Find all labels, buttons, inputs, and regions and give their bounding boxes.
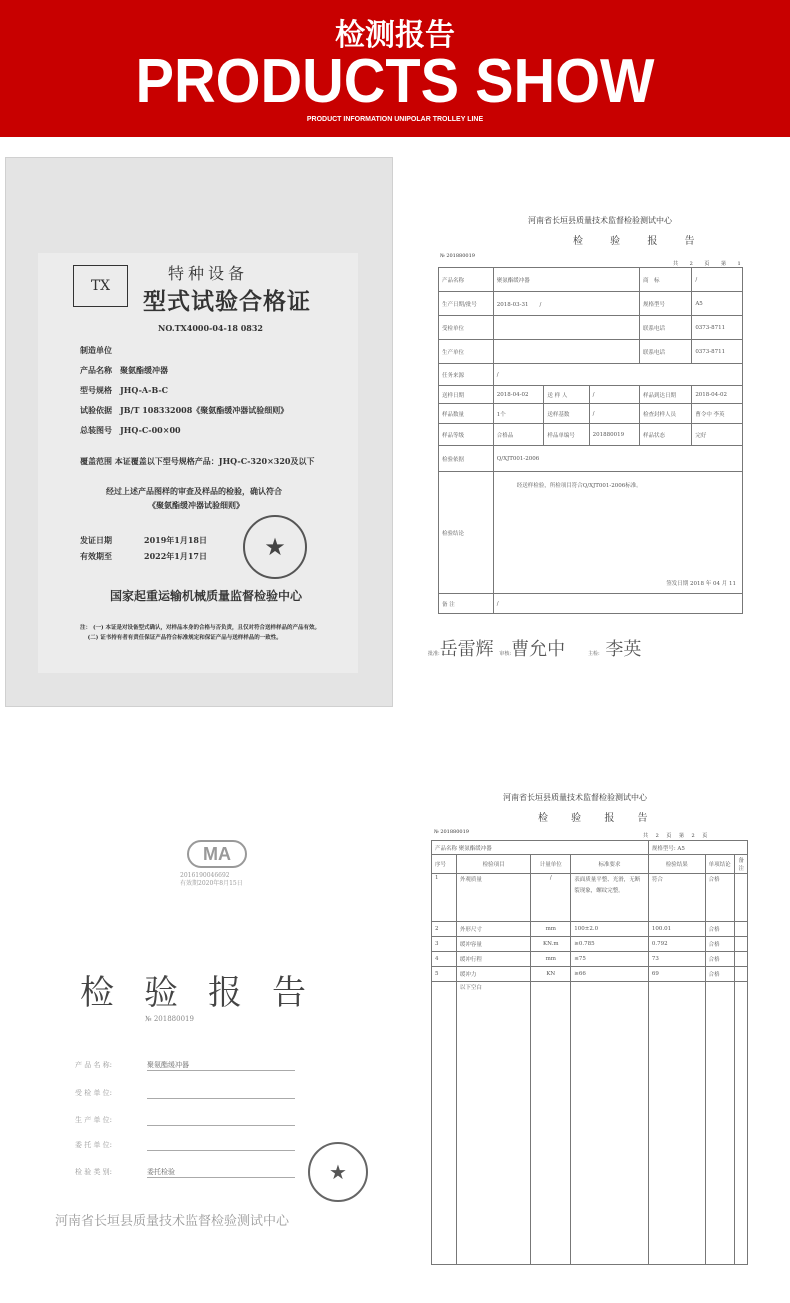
cell: 商 标: [639, 268, 691, 292]
signature: 曹允中: [511, 639, 566, 660]
cell: ≤75: [571, 952, 649, 967]
cell: 符合: [648, 874, 705, 922]
cell: 送样基数: [544, 404, 589, 424]
report-number: № 201880019: [434, 829, 469, 835]
main-label: 主检:: [588, 651, 600, 657]
inspection-report-page-2: [428, 785, 790, 1265]
cell: 样品状态: [639, 424, 691, 446]
cell: [735, 874, 748, 922]
cell: 外形尺寸: [456, 922, 530, 937]
cell: 69: [648, 967, 705, 982]
field-label: 制造单位: [80, 345, 112, 355]
cell: 样品等级: [439, 424, 494, 446]
cell: 2018-03-31 /: [493, 292, 639, 316]
type-test-certificate: [5, 157, 393, 707]
column-header: 序号: [432, 855, 457, 874]
cell: [735, 967, 748, 982]
column-header: 检验结果: [648, 855, 705, 874]
report-org: 河南省长垣县质量技术监督检验测试中心: [528, 216, 672, 225]
cell: [493, 316, 639, 340]
cell: 0.792: [648, 937, 705, 952]
cell: 生产单位: [439, 340, 494, 364]
issue-date: 2019年1月18日: [144, 535, 207, 545]
cell: [493, 340, 639, 364]
cell: /: [531, 874, 571, 922]
cert-title-small: 特种设备: [168, 264, 249, 283]
official-seal: ★: [308, 1142, 368, 1202]
note: (一) 本证是对设备型式确认，对样品本身的合格与否负责，且仅对符合送样样品的产品有效。: [92, 625, 321, 631]
cell: 检验依据: [439, 446, 494, 472]
cell: 样品单编号: [544, 424, 589, 446]
cell: 送 样 人: [544, 386, 589, 404]
statement: 经过上述产品图样的审查及样品的检验，确认符合: [106, 486, 282, 496]
cell: 2018-04-02: [692, 386, 743, 404]
cell: 备 注: [439, 594, 494, 614]
cell: /: [493, 364, 742, 386]
field-value: [147, 1115, 295, 1126]
cell: 0373-8711: [692, 340, 743, 364]
signature: 李英: [605, 639, 642, 660]
field-label: 产 品 名 称:: [75, 1061, 113, 1069]
cell: 5: [432, 967, 457, 982]
cell: /: [589, 386, 639, 404]
cell: /: [589, 404, 639, 424]
cell: 缓冲力: [456, 967, 530, 982]
cell: mm: [531, 922, 571, 937]
tx-badge: TX: [73, 265, 128, 307]
cell: 任务来源: [439, 364, 494, 386]
cell: 表面质量平整、光滑，无断裂现象，螺纹完整。: [571, 874, 649, 922]
page-header: [0, 0, 790, 137]
valid-date: 2022年1月17日: [144, 551, 207, 561]
field-value: JHQ-A-B-C: [120, 385, 169, 395]
cell: Q/XJT001-2006: [493, 446, 742, 472]
valid-label: 有效期至: [80, 551, 112, 561]
signatures: [428, 635, 641, 661]
cell: 样品数量: [439, 404, 494, 424]
table-row: [432, 874, 748, 922]
cell: 合格: [705, 874, 735, 922]
cell: 0373-8711: [692, 316, 743, 340]
cell: ≥0.785: [571, 937, 649, 952]
inspection-report-cover: [40, 820, 380, 1240]
report-title: 检 验 报 告: [538, 813, 658, 824]
cell: 聚氨酯缓冲器: [493, 268, 639, 292]
table-row: [432, 967, 748, 982]
issue-label: 发证日期: [80, 535, 112, 545]
cell: 检验结论: [439, 472, 494, 594]
report-title: 检 验 报 告: [573, 236, 707, 247]
cell: 联系电话: [639, 316, 691, 340]
cell: 送样日期: [439, 386, 494, 404]
field-value: JB/T 108332008《聚氨酯缓冲器试验细则》: [120, 405, 289, 415]
field-label: 受 检 单 位:: [75, 1089, 113, 1097]
field-label: 委 托 单 位:: [75, 1141, 113, 1149]
cell: 合格: [705, 952, 735, 967]
cell: 1: [432, 874, 457, 922]
cell: 外观质量: [456, 874, 530, 922]
report-org: 河南省长垣县质量技术监督检验测试中心: [503, 793, 647, 802]
product-name: 聚氨酯缓冲器: [458, 845, 492, 852]
cell: A5: [692, 292, 743, 316]
column-header: 标准要求: [571, 855, 649, 874]
cert-number: NO.TX4000-04-18 0832: [158, 323, 263, 333]
page-count: 共 2 页 第 1: [673, 261, 746, 267]
table-row: [432, 922, 748, 937]
cell: 73: [648, 952, 705, 967]
cell: [735, 922, 748, 937]
note-label: 注：: [80, 625, 92, 631]
cell: [735, 937, 748, 952]
signature: 岳雷辉: [439, 639, 494, 660]
cell: 样品到达日期: [639, 386, 691, 404]
column-header: 检验项目: [456, 855, 530, 874]
cell: 产品名称: [439, 268, 494, 292]
cell: 缓冲行程: [456, 952, 530, 967]
table-row: [432, 982, 748, 1265]
cell: 3: [432, 937, 457, 952]
cell: 合格品: [493, 424, 544, 446]
cover-title: 检验报告: [80, 973, 336, 1013]
page-count: 共 2 页 第 2 页: [643, 833, 711, 839]
cover-number: № 201880019: [145, 1015, 194, 1023]
approve-label: 批准:: [428, 651, 440, 657]
table-row: [432, 952, 748, 967]
table-row: [432, 937, 748, 952]
note: (二) 证书持有者有责任保证产品符合标准规定和保证产品与送样样品的一致性。: [87, 635, 282, 641]
field-label: 总装图号: [80, 425, 112, 435]
cell: 生产日期/批号: [439, 292, 494, 316]
spec: 规格型号: A5: [648, 841, 747, 855]
report-table: [438, 267, 743, 614]
statement: 《聚氨酯缓冲器试验细则》: [148, 500, 244, 510]
field-label: 试验依据: [80, 405, 112, 415]
header-title-en: PRODUCTS SHOW: [135, 47, 655, 116]
cell: 100±2.0: [571, 922, 649, 937]
cell: 201880019: [589, 424, 639, 446]
issuing-org: 国家起重运输机械质量监督检验中心: [110, 589, 303, 603]
cell: [735, 952, 748, 967]
cell: mm: [531, 952, 571, 967]
cover-org: 河南省长垣县质量技术监督检验测试中心: [55, 1214, 290, 1229]
field-value: JHQ-C-00×00: [120, 425, 181, 435]
cma-mark: MA: [187, 840, 247, 868]
blank-note: 以下空白: [456, 982, 530, 1265]
cell: 曹令中 李英: [692, 404, 743, 424]
product-label: 产品名称: [435, 845, 458, 852]
cell: 1个: [493, 404, 544, 424]
cell: 缓冲容量: [456, 937, 530, 952]
column-header: 备注: [735, 855, 748, 874]
cell: 2018-04-02: [493, 386, 544, 404]
cell: KN.m: [531, 937, 571, 952]
cell: 检查封样人员: [639, 404, 691, 424]
cell: 受检单位: [439, 316, 494, 340]
cell: 2: [432, 922, 457, 937]
conclusion-text: 经送样检验，所检项目符合Q/XJT001-2006标准。: [516, 483, 642, 489]
field-value: 委托检验: [147, 1167, 295, 1178]
review-label: 审核:: [499, 651, 512, 657]
cell: /: [493, 594, 742, 614]
column-header: 计量单位: [531, 855, 571, 874]
cell: 100.01: [648, 922, 705, 937]
cell: 联系电话: [639, 340, 691, 364]
field-value: 聚氨酯缓冲器: [120, 365, 168, 375]
field-label: 检 验 类 别:: [75, 1168, 113, 1176]
cell: 合格: [705, 967, 735, 982]
field-value: [147, 1088, 295, 1099]
field-value: 聚氨酯缓冲器: [147, 1060, 295, 1071]
cell: 合格: [705, 937, 735, 952]
ma-number: 2016190046692: [180, 872, 230, 879]
cell: 完好: [692, 424, 743, 446]
cert-title-large: 型式试验合格证: [143, 288, 311, 315]
ma-valid: 有效期2020年8月15日: [180, 880, 243, 887]
official-seal: ★: [243, 515, 307, 579]
cell: /: [692, 268, 743, 292]
cell: 4: [432, 952, 457, 967]
coverage: 覆盖范围 本证覆盖以下型号规格产品：JHQ-C-320×320及以下: [80, 456, 315, 466]
results-table: [431, 840, 748, 1265]
cell: 合格: [705, 922, 735, 937]
header-title-cn: 检测报告: [335, 18, 455, 53]
report-number: № 201880019: [440, 253, 475, 259]
field-value: [147, 1140, 295, 1151]
cell: 规格型号: [639, 292, 691, 316]
issue-date: 签发日期 2018 年 04 月 11: [666, 581, 736, 587]
cell: ≥66: [571, 967, 649, 982]
inspection-report-page-1: [428, 205, 790, 670]
column-header: 单项结论: [705, 855, 735, 874]
field-label: 生 产 单 位:: [75, 1116, 113, 1124]
cell: KN: [531, 967, 571, 982]
field-label: 产品名称: [80, 365, 112, 375]
header-subtitle: PRODUCT INFORMATION UNIPOLAR TROLLEY LINE: [306, 116, 484, 123]
field-label: 型号规格: [80, 385, 112, 395]
